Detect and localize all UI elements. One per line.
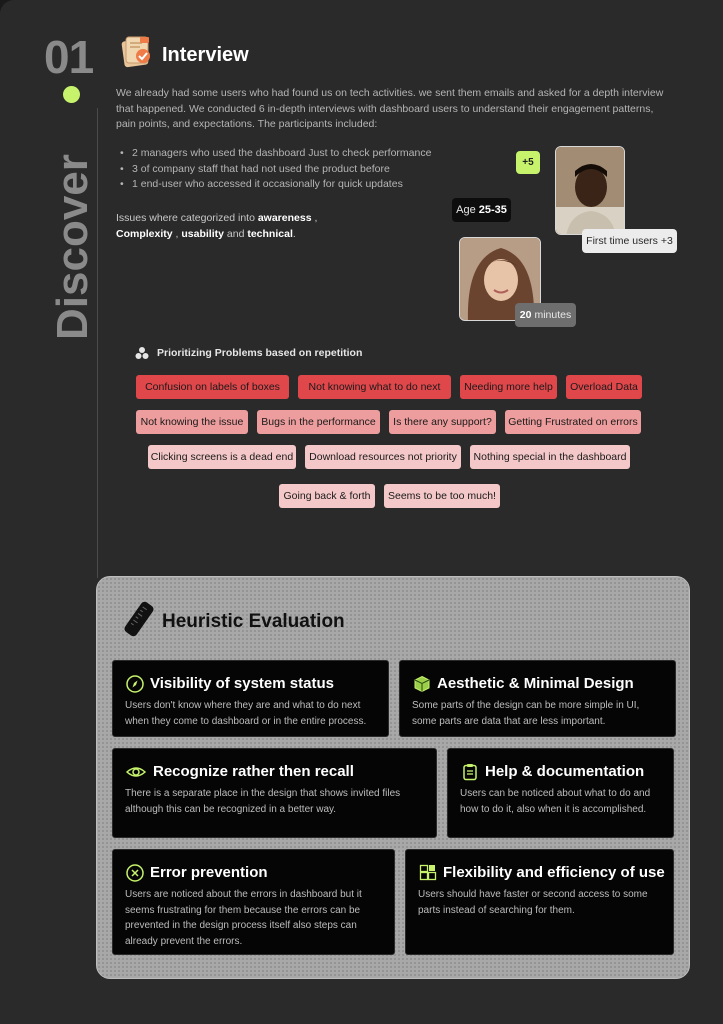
problem-chip: Confusion on labels of boxes (136, 375, 289, 399)
card-body: Users can be noticed about what to do and how to do it, also when it is accomplished. (460, 788, 651, 815)
duration-tag: 20 minutes (515, 303, 576, 327)
age-tag: Age 25-35 (452, 198, 511, 222)
problem-chip: Needing more help (460, 375, 557, 399)
problem-chip: Overload Data (566, 375, 642, 399)
heuristic-title: Heuristic Evaluation (162, 611, 345, 632)
interview-intro: We already had some users who had found us on tech activities. we sent them emails and asked for a depth interview that happened. We conducted 6 in-depth interviews with dashboard users to understand their engagement patterns, pain points, and expectations. The participants included: (116, 87, 664, 130)
card-body: Users should have faster or second access to some parts instead of searching for them. (418, 889, 648, 916)
eye-icon (126, 763, 146, 781)
card-title: Visibility of system status (150, 675, 334, 692)
heuristic-card-flexibility (405, 849, 674, 955)
card-body: Users don't know where they are and what to do next when they come to dashboard or in the entire process. (125, 700, 367, 727)
problem-chip: Not knowing the issue (136, 410, 248, 434)
section-title: Discover (48, 154, 97, 340)
card-body: There is a separate place in the design that shows invited files although this can be recognized in a better way. (125, 788, 401, 815)
problem-chip: Getting Frustrated on errors (505, 410, 641, 434)
participant-photo-man (555, 146, 625, 235)
compass-icon (126, 675, 144, 693)
problems-title: Prioritizing Problems based on repetition (157, 347, 363, 359)
problem-chip: Download resources not priority (305, 445, 461, 469)
problem-chip: Clicking screens is a dead end (148, 445, 296, 469)
participant-list (118, 146, 458, 193)
accent-dot (63, 86, 80, 103)
list-item: • 1 end-user who accessed it occasionally for quick updates (118, 177, 458, 193)
heuristic-card-help (447, 748, 674, 838)
issues-text: Issues where categorized into awareness , Complexity , usability and technical. (116, 212, 318, 240)
list-item: • 3 of company staff that had not used the product before (118, 162, 458, 178)
card-title: Flexibility and efficiency of use (443, 864, 665, 881)
heuristic-card-aesthetic (399, 660, 676, 737)
clipboard-icon (461, 763, 479, 781)
certificate-icon (120, 33, 156, 69)
card-body: Users are noticed about the errors in dashboard but it seems frustrating for them because the errors can be prevented in the design process itself also steps can already prevent the errors. (125, 889, 362, 947)
cluster-icon (135, 346, 149, 360)
problem-chip: Nothing special in the dashboard (470, 445, 630, 469)
heuristic-card-error (112, 849, 395, 955)
interview-title: Interview (162, 44, 249, 66)
heuristic-card-recognize (112, 748, 437, 838)
first-time-users-tag: First time users +3 (582, 229, 677, 253)
grid-icon (419, 864, 437, 882)
heuristic-card-visibility (112, 660, 389, 737)
problem-chip: Going back & forth (279, 484, 375, 508)
problem-chip: Bugs in the performance (257, 410, 380, 434)
card-body: Some parts of the design can be more simple in UI, some parts are data that are less important. (412, 700, 640, 727)
divider (97, 108, 98, 578)
section-number: 01 (44, 31, 94, 83)
list-item: • 2 managers who used the dashboard Just to check performance (118, 146, 458, 162)
problem-chip: Not knowing what to do next (298, 375, 451, 399)
x-circle-icon (126, 864, 144, 882)
problem-chip: Is there any support? (389, 410, 496, 434)
ruler-phone-icon (120, 599, 160, 639)
card-title: Help & documentation (485, 763, 645, 780)
card-title: Aesthetic & Minimal Design (437, 675, 634, 692)
plus-badge: +5 (516, 151, 540, 174)
cube-icon (413, 675, 431, 693)
card-title: Error prevention (150, 864, 268, 881)
card-title: Recognize rather then recall (153, 763, 354, 780)
problem-chip: Seems to be too much! (384, 484, 500, 508)
